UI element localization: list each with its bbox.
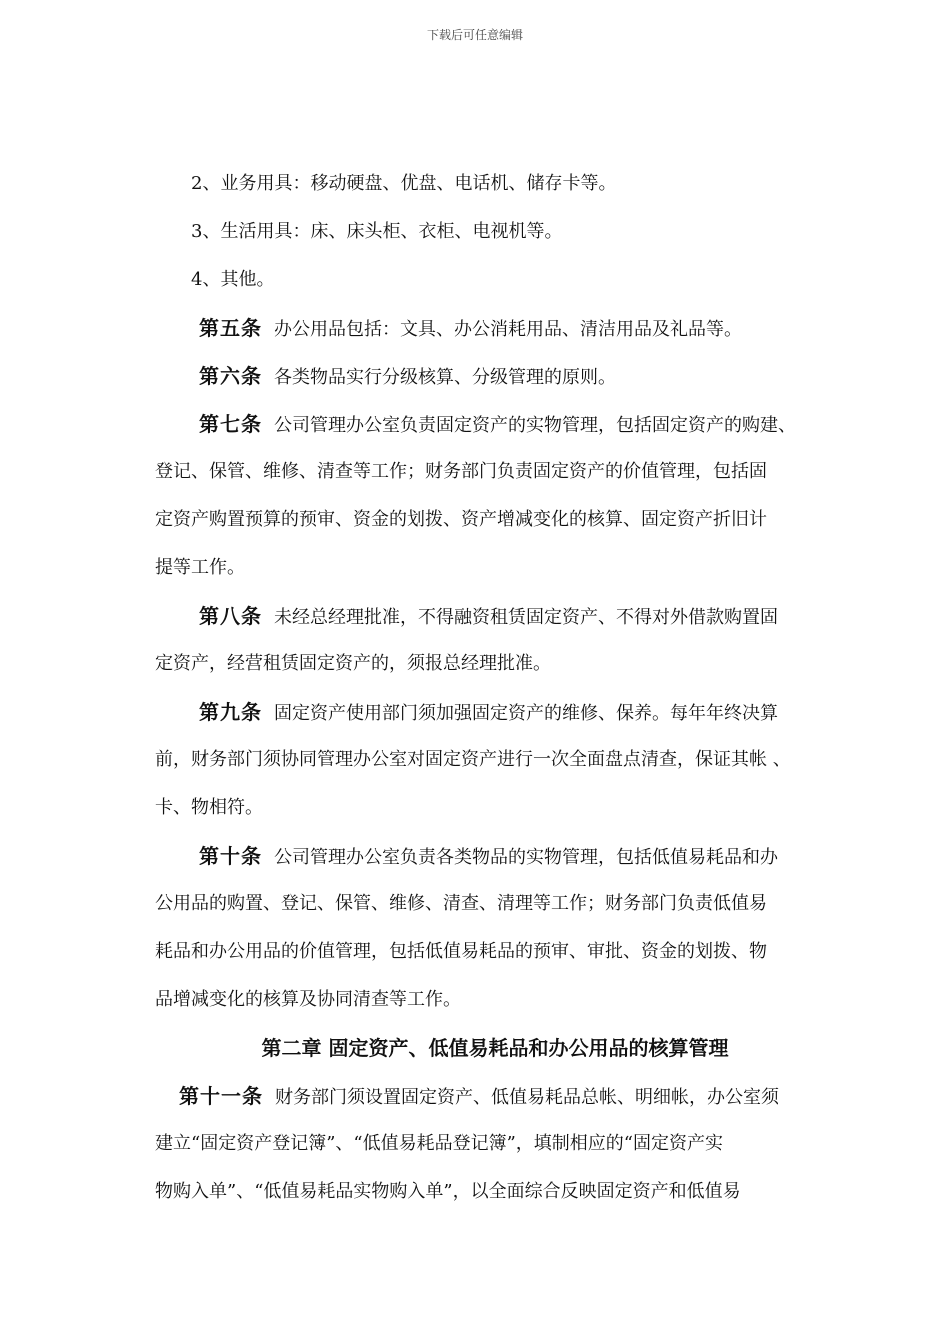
article-text-line: 耗品和办公用品的价值管理，包括低值易耗品的预审、审批、资金的划拨、物: [155, 941, 767, 962]
header-note: 下载后可任意编辑: [426, 28, 523, 42]
article-label: 第八条: [199, 604, 262, 628]
document-body: [155, 160, 835, 1216]
list-item: 2、业务用具：移动硬盘、优盘、电话机、储存卡等。: [191, 173, 617, 194]
article-text-line: 公用品的购置、登记、保管、维修、清查、清理等工作；财务部门负责低值易: [155, 893, 767, 914]
article-10: [155, 832, 835, 880]
article-text-line: 物购入单”、“低值易耗品实物购入单”，以全面综合反映固定资产和低值易: [155, 1181, 741, 1202]
article-label: 第九条: [199, 700, 262, 724]
article-text: 未经总经理批准，不得融资租赁固定资产、不得对外借款购置固: [274, 607, 778, 628]
article-text-line: 建立“固定资产登记簿”、“低值易耗品登记簿”，填制相应的“固定资产实: [155, 1133, 724, 1154]
article-5: [155, 304, 835, 352]
list-item: 4、其他。: [191, 269, 275, 290]
article-label: 第十一条: [179, 1084, 263, 1108]
article-text-line: 前，财务部门须协同管理办公室对固定资产进行一次全面盘点清查，保证其帐 、: [155, 749, 791, 770]
article-text-line: 定资产，经营租赁固定资产的，须报总经理批准。: [155, 653, 551, 674]
article-text: 公司管理办公室负责固定资产的实物管理，包括固定资产的购建、: [274, 415, 796, 436]
article-text: 固定资产使用部门须加强固定资产的维修、保养。每年年终决算: [274, 703, 778, 724]
article-label: 第六条: [199, 364, 262, 388]
article-text-line: 卡、物相符。: [155, 797, 263, 818]
chapter-title: 第二章 固定资产、低值易耗品和办公用品的核算管理: [261, 1036, 729, 1060]
article-label: 第七条: [199, 412, 262, 436]
article-text-line: 定资产购置预算的预审、资金的划拨、资产增减变化的核算、固定资产折旧计: [155, 509, 767, 530]
article-text-line: 提等工作。: [155, 557, 245, 578]
article-text: 各类物品实行分级核算、分级管理的原则。: [274, 367, 616, 388]
article-7: [155, 400, 835, 448]
article-text-line: 登记、保管、维修、清查等工作；财务部门负责固定资产的价值管理，包括固: [155, 461, 767, 482]
article-text: 财务部门须设置固定资产、低值易耗品总帐、明细帐，办公室须: [275, 1087, 779, 1108]
article-8: [155, 592, 835, 640]
article-text: 办公用品包括：文具、办公消耗用品、清洁用品及礼品等。: [274, 319, 742, 340]
article-text: 公司管理办公室负责各类物品的实物管理，包括低值易耗品和办: [274, 847, 778, 868]
article-label: 第五条: [199, 316, 262, 340]
article-label: 第十条: [199, 844, 262, 868]
article-6: [155, 352, 835, 400]
article-9: [155, 688, 835, 736]
list-item: 3、生活用具：床、床头柜、衣柜、电视机等。: [191, 221, 563, 242]
article-text-line: 品增减变化的核算及协同清查等工作。: [155, 989, 461, 1010]
article-11: [155, 1072, 835, 1120]
